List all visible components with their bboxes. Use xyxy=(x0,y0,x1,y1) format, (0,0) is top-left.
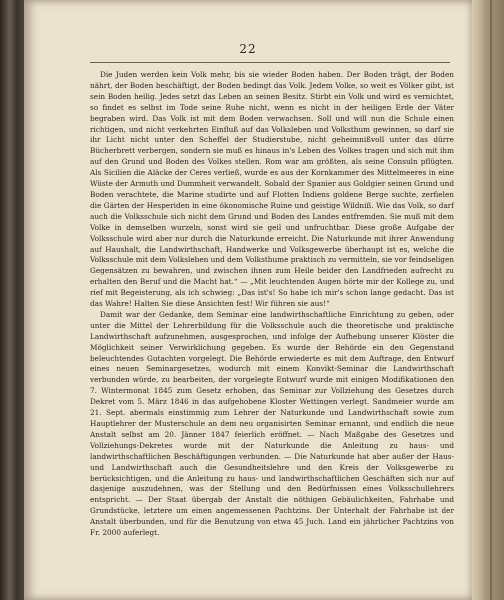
paragraph-1: Die Juden werden kein Volk mehr, bis sie wieder Boden haben. Der Boden trägt, der Boden nährt, der Boden beschäftigt, der Boden bedingt das Volk. Jedem Volke, so weit es Völker gibt, ist sein Boden heilig. Jedes setzt das Leben an seinen Besitz. Stirbt ein Volk und wird es vernichtet, so findet es selbst im Tode seine Ruhe nicht, wenn es nicht in der heiligen Erde der Väter begraben wird. Das Volk ist mit dem Boden verwachsen. Soll und will nun die Schule einen richtigen, und nicht verkehrten Einfluß auf das Volksleben und Volksthum gewinnen, so darf sie ihr Licht nicht unter den Scheffel der Studierstube, nicht geheimnißvoll unter das dürre Bücherbrett verbergen, sondern sie muß es hinaus in's Leben des Volkes tragen und sich mit ihm auf den Grund und Boden des Volkes stellen. Rom war am größten, als seine Consuln pflügten. Als Sicilien die Aläcke der Ceres verließ, wurde es aus der Kornkammer des Mittelmeeres in eine Wüste der Armuth und Dummheit verwandelt. Sobald der Spanier aus Goldgier seinen Grund und Boden verachtete, die Marine studirte und auf Flotten Indiens goldene Berge suchte, zerfielen die Gärten der Hesperiden in eine ökonomische Ruine und geistige Wildniß. Wie das Volk, so darf auch die Volksschule sich nicht dem Grund und Boden des Landes entfremden. Sie muß mit dem Volke in demselben wurzeln, sonst wird sie geil und unfruchtbar. Diese große Aufgabe der Volksschule wird aber nur durch die Naturkunde erreicht. Die Naturkunde mit ihrer Anwendung auf Haushalt, die Landwirthschaft, Handwerke und Volksgewerbe überhaupt ist es, welche die Volksschule mit dem Volksleben und dem Volksthume praktisch zu vermitteln, sie vor feindseligen Gegensätzen zu bewahren, und zwischen ihnen zum Heile beider den Landfrieden aufrecht zu erhalten den Beruf und die Macht hat.“ — „Mit leuchtenden Augen hörte mir der Kollege zu, und rief mit Begeisterung, als ich schwieg: „Das ist's! So habe ich mir's schon lange gedacht. Das ist das Wahre! Halten Sie diese Ansichten fest! Wir führen sie aus!“ xyxy=(90,70,454,309)
page-edge-stack xyxy=(472,0,504,600)
paragraph-2: Damit war der Gedanke, dem Seminar eine landwirthschaftliche Einrichtung zu geben, oder unter die Mittel der Lehrerbildung für die Volksschule auch die theoretische und praktische Landwirthschaft aufzunehmen, ausgesprochen, und infolge der Aufhebung unserer Klöster die Möglichkeit seiner Verwirklichung gegeben. Es wurde der Behörde ein den Gegenstand beleuchtendes Gutachten vorgelegt. Die Behörde erwiederte es mit dem Auftrage, den Entwurf eines neuen Seminargesetzes, wodurch mit einem Konvikt-Seminar die Landwirthschaft verbunden würde, zu bearbeiten, der vorgelegte Entwurf wurde mit einigen Modifikationen den 7. Wintermonat 1845 zum Gesetz erhoben, das Seminar zur Vollziehung des Gesetzes durch Dekret vom 5. März 1846 in das aufgehobene Kloster Wettingen verlegt. Sandmeier wurde am 21. Sept. abermals einstimmig zum Lehrer der Naturkunde und Landwirthschaft sowie zum Hauptlehrer der Musterschule an dem neu organisirten Seminar ernannt, und endlich die neue Anstalt selbst am 20. Jänner 1847 feierlich eröffnet. — Nach Maßgabe des Gesetzes und Vollziehungs-Dekretes wurde mit der Naturkunde die Anleitung zu haus- und landwirthschaftlichen Beschäftigungen verbunden. — Die Naturkunde hat aber außer der Haus- und Landwirthschaft auch die Gesundheitslehre und den Kreis der Volksgewerbe zu berücksichtigen, und die Anleitung zu haus- und landwirthschaftlichen Geschäften sich nur auf dasjenige auszudehnen, was der Stellung und den Bedürfnissen eines Volksschullehrers entspricht. — Der Staat übergab der Anstalt die nöthigen Gebäulichkeiten, Fahrhabe und Grundstücke, letztere um einen angemessenen Pachtzins. Der Unterhalt der Fahrhabe ist der Anstalt überbunden, und für die Benutzung von etwa 45 Juch. Land ein jährlicher Pachtzins von Fr. 2000 auferlegt. xyxy=(90,309,454,538)
page-body xyxy=(90,70,454,539)
header-rule xyxy=(90,62,450,63)
book-page xyxy=(24,0,472,600)
book-binding xyxy=(0,0,24,600)
page-number: 22 xyxy=(239,42,257,56)
